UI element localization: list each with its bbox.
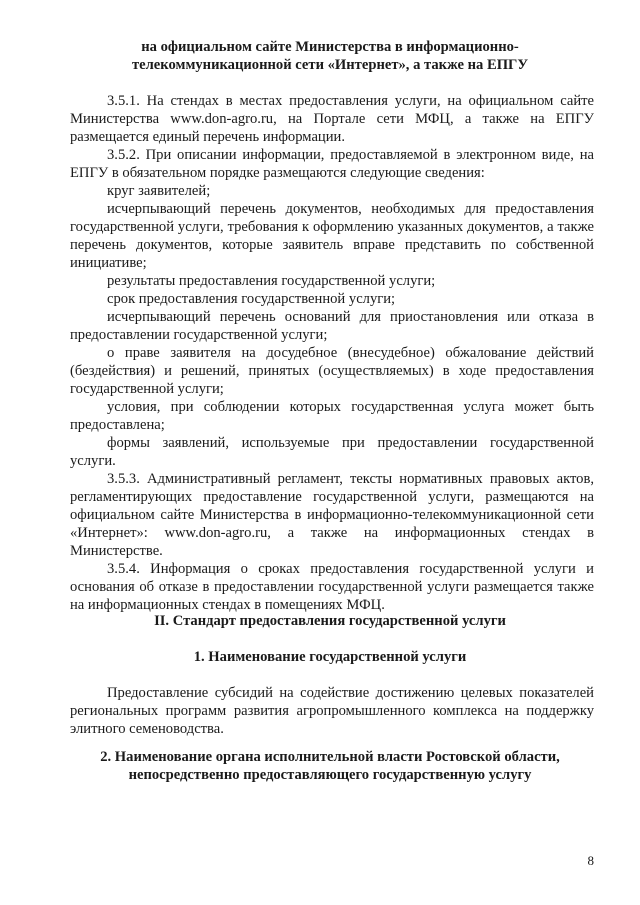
list-item-forms: формы заявлений, используемые при предоставлении государственной услуги. (70, 435, 594, 469)
list-item-term: срок предоставления государственной услуги; (107, 291, 396, 307)
list-item-conditions: условия, при соблюдении которых государственная услуга может быть предоставлена; (70, 399, 594, 433)
subsection-1-heading: 1. Наименование государственной услуги (193, 649, 467, 665)
paragraph-3-5-4: 3.5.4. Информация о сроках предоставления государственной услуги и основания об отказе в предоставлении государственной услуги размещается также на информационных стендах в помещениях МФЦ. (70, 561, 594, 613)
top-heading (70, 38, 590, 74)
section-3-5-body (70, 92, 594, 614)
list-item-refusal-grounds: исчерпывающий перечень оснований для приостановления или отказа в предоставлении государственной услуги; (70, 309, 594, 343)
list-item-applicants: круг заявителей; (107, 183, 211, 199)
list-item-results: результаты предоставления государственной услуги; (107, 273, 436, 289)
paragraph-3-5-2: 3.5.2. При описании информации, предоставляемой в электронном виде, на ЕПГУ в обязательном порядке размещаются следующие сведения: (70, 147, 594, 181)
subsection-1-text: Предоставление субсидий на содействие достижению целевых показателей региональных программ развития агропромышленного комплекса на поддержку элитного семеноводства. (70, 685, 594, 737)
list-item-appeal-rights: о праве заявителя на досудебное (внесудебное) обжалование действий (бездействия) и решений, принятых (осуществляемых) в ходе предоставления государственной услуги; (70, 345, 594, 397)
section-heading: II. Стандарт предоставления государственной услуги (154, 613, 506, 629)
list-item-documents: исчерпывающий перечень документов, необходимых для предоставления государственной услуги, требования к оформлению указанных документов, а также перечень документов, которые заявитель вправе представить по собственной инициативе; (70, 201, 594, 271)
top-heading-line-2: телекоммуникационной сети «Интернет», а также на ЕПГУ (131, 57, 529, 73)
subsection-2-heading-line-1: 2. Наименование органа исполнительной власти Ростовской области, (100, 749, 560, 765)
subsection-2-heading (70, 748, 590, 784)
subsection-1-body (70, 684, 594, 738)
paragraph-3-5-1: 3.5.1. На стендах в местах предоставления услуги, на официальном сайте Министерства www.don-agro.ru, на Портале сети МФЦ, а также на ЕПГУ размещается единый перечень информации. (70, 93, 594, 145)
page-number: 8 (587, 853, 594, 868)
paragraph-3-5-3: 3.5.3. Административный регламент, тексты нормативных правовых актов, регламентирующих предоставление государственной услуги, размещаются на официальном сайте Министерства в информационно-телекоммуникационной сети «Интернет»: www.don-agro.ru, а также на информационных стендах в Министерстве. (70, 471, 594, 559)
subsection-2-heading-line-2: непосредственно предоставляющего государственную услугу (128, 767, 532, 783)
top-heading-line-1: на официальном сайте Министерства в информационно- (141, 39, 519, 55)
